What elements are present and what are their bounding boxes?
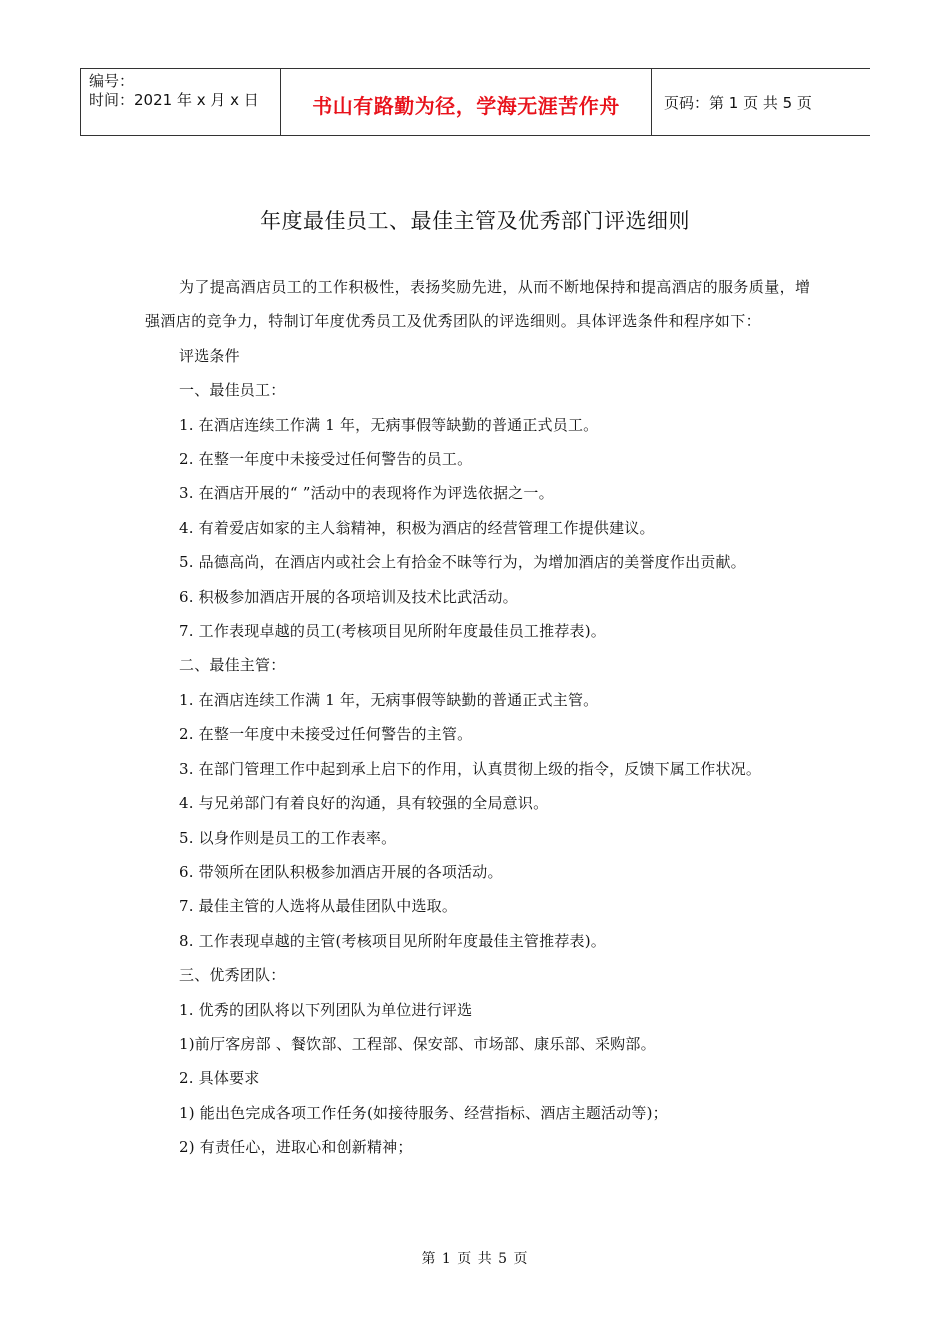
list-item: 1. 在酒店连续工作满 1 年，无病事假等缺勤的普通正式员工。	[179, 415, 599, 434]
document-title: 年度最佳员工、最佳主管及优秀部门评选细则	[260, 209, 690, 233]
list-item: 7. 工作表现卓越的员工(考核项目见所附年度最佳员工推荐表)。	[179, 622, 606, 641]
list-item: 7. 最佳主管的人选将从最佳团队中选取。	[179, 897, 458, 916]
header-motto: 书山有路勤为径，学海无涯苦作舟	[281, 69, 652, 135]
list-item: 1. 优秀的团队将以下列团队为单位进行评选	[179, 1000, 473, 1019]
document-date: 时间：2021 年 x 月 x 日	[89, 91, 259, 109]
document-header	[80, 68, 870, 136]
list-item: 1. 在酒店连续工作满 1 年，无病事假等缺勤的普通正式主管。	[179, 690, 599, 709]
list-item: 6. 带领所在团队积极参加酒店开展的各项活动。	[179, 862, 503, 881]
list-item: 1) 能出色完成各项工作任务(如接待服务、经营指标、酒店主题活动等)；	[179, 1103, 668, 1122]
intro-paragraph: 为了提高酒店员工的工作积极性，表扬奖励先进，从而不断地保持和提高酒店的服务质量，增强酒店的竞争力，特制订年度优秀员工及优秀团队的评选细则。具体评选条件和程序如下：	[145, 278, 811, 331]
list-item: 5. 以身作则是员工的工作表率。	[179, 828, 397, 847]
header-meta	[80, 69, 281, 135]
list-item: 1)前厅客房部 、餐饮部、工程部、保安部、市场部、康乐部、采购部。	[179, 1034, 656, 1053]
list-item: 4. 有着爱店如家的主人翁精神，积极为酒店的经营管理工作提供建议。	[179, 518, 655, 537]
list-item: 8. 工作表现卓越的主管(考核项目见所附年度最佳主管推荐表)。	[179, 931, 606, 950]
header-page-info	[652, 69, 870, 135]
list-item: 4. 与兄弟部门有着良好的沟通，具有较强的全局意识。	[179, 794, 549, 813]
list-item: 2) 有责任心，进取心和创新精神；	[179, 1138, 413, 1157]
section-heading: 评选条件	[179, 346, 240, 365]
list-item: 3. 在部门管理工作中起到承上启下的作用，认真贯彻上级的指令，反馈下属工作状况。	[179, 759, 762, 778]
page-footer: 第 1 页 共 5 页	[421, 1251, 529, 1267]
page-info-text: 页码：第 1 页 共 5 页	[664, 93, 812, 112]
list-item: 2. 在整一年度中未接受过任何警告的主管。	[179, 725, 473, 744]
list-item: 3. 在酒店开展的“ ”活动中的表现将作为评选依据之一。	[179, 484, 554, 503]
list-item: 2. 在整一年度中未接受过任何警告的员工。	[179, 450, 473, 469]
list-item: 2. 具体要求	[179, 1069, 260, 1088]
list-item: 6. 积极参加酒店开展的各项培训及技术比武活动。	[179, 587, 518, 606]
document-number-label: 编号：	[89, 72, 135, 90]
section-heading: 二、最佳主管：	[179, 656, 286, 675]
document-body	[145, 270, 825, 1165]
list-item: 5. 品德高尚，在酒店内或社会上有拾金不昧等行为，为增加酒店的美誉度作出贡献。	[179, 553, 746, 572]
section-heading: 一、最佳员工：	[179, 381, 286, 400]
section-heading: 三、优秀团队：	[179, 966, 286, 985]
